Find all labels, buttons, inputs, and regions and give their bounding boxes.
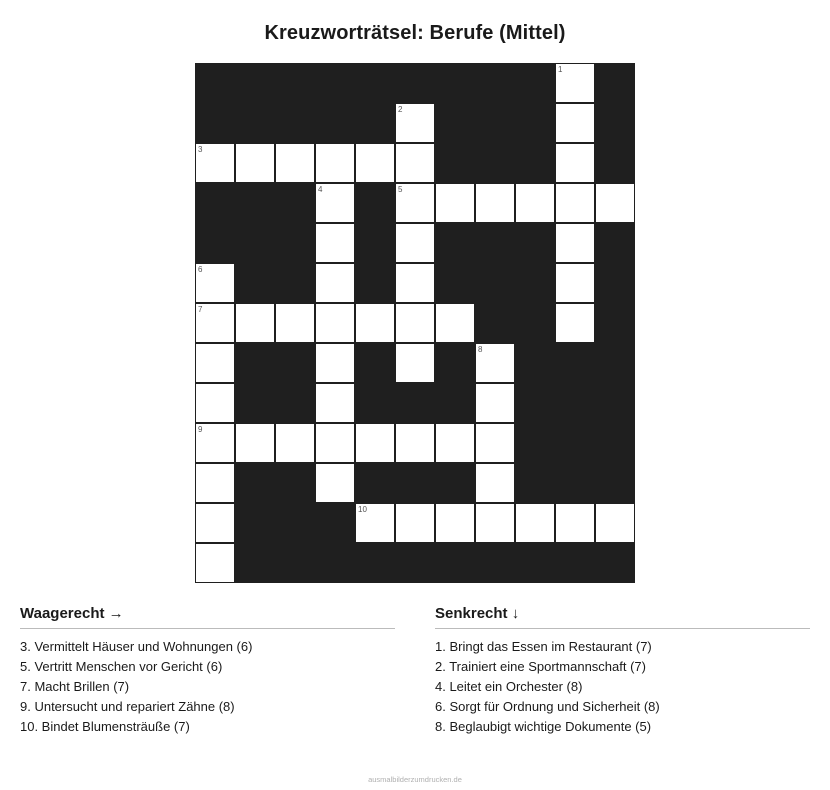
grid-cell-open[interactable] <box>555 63 595 103</box>
grid-cell-blocked <box>435 103 475 143</box>
grid-cell-open[interactable] <box>595 503 635 543</box>
grid-cell-blocked <box>595 223 635 263</box>
grid-cell-blocked <box>315 503 355 543</box>
grid-cell-number: 2 <box>398 105 403 114</box>
grid-cell-blocked <box>595 423 635 463</box>
grid-cell-blocked <box>195 183 235 223</box>
grid-cell-open[interactable] <box>355 423 395 463</box>
across-heading: Waagerecht → <box>20 605 395 629</box>
down-clue-item: 2. Trainiert eine Sportmannschaft (7) <box>435 659 646 674</box>
grid-cell-open[interactable] <box>475 383 515 423</box>
grid-cell-blocked <box>435 263 475 303</box>
grid-cell-blocked <box>595 143 635 183</box>
grid-cell-open[interactable] <box>355 143 395 183</box>
grid-cell-open[interactable] <box>315 423 355 463</box>
grid-cell-blocked <box>515 263 555 303</box>
grid-cell-number: 4 <box>318 185 323 194</box>
across-clue-item: 7. Macht Brillen (7) <box>20 679 130 694</box>
grid-cell-blocked <box>595 303 635 343</box>
grid-cell-blocked <box>595 383 635 423</box>
across-clue-item: 5. Vertritt Menschen vor Gericht (6) <box>20 659 223 674</box>
grid-cell-open[interactable] <box>555 143 595 183</box>
grid-cell-open[interactable] <box>395 303 435 343</box>
grid-cell-blocked <box>235 103 275 143</box>
grid-cell-blocked <box>275 263 315 303</box>
grid-cell-blocked <box>195 103 235 143</box>
down-clue-item: 1. Bringt das Essen im Restaurant (7) <box>435 639 652 654</box>
grid-cell-number: 5 <box>398 185 403 194</box>
grid-cell-open[interactable] <box>395 103 435 143</box>
grid-cell-blocked <box>275 103 315 143</box>
across-clue-item: 9. Untersucht und repariert Zähne (8) <box>20 699 235 714</box>
grid-cell-open[interactable] <box>555 103 595 143</box>
grid-cell-open[interactable] <box>435 503 475 543</box>
grid-cell-blocked <box>515 143 555 183</box>
grid-cell-open[interactable] <box>515 503 555 543</box>
grid-cell-blocked <box>195 223 235 263</box>
grid-cell-open[interactable] <box>195 303 235 343</box>
grid-cell-blocked <box>355 223 395 263</box>
grid-cell-blocked <box>275 383 315 423</box>
grid-cell-blocked <box>275 223 315 263</box>
grid-cell-open[interactable] <box>515 183 555 223</box>
grid-cell-open[interactable] <box>435 303 475 343</box>
grid-cell-blocked <box>235 543 275 583</box>
grid-cell-blocked <box>515 543 555 583</box>
grid-cell-blocked <box>595 103 635 143</box>
grid-cell-open[interactable] <box>315 143 355 183</box>
grid-cell-blocked <box>515 103 555 143</box>
grid-cell-blocked <box>595 343 635 383</box>
grid-cell-open[interactable] <box>195 423 235 463</box>
grid-cell-blocked <box>355 103 395 143</box>
grid-cell-open[interactable] <box>555 503 595 543</box>
grid-cell-open[interactable] <box>435 423 475 463</box>
footer-attribution: ausmalbilderzumdrucken.de <box>368 775 462 784</box>
grid-cell-blocked <box>235 343 275 383</box>
grid-cell-blocked <box>475 223 515 263</box>
grid-cell-blocked <box>435 223 475 263</box>
grid-cell-blocked <box>235 63 275 103</box>
grid-cell-blocked <box>315 63 355 103</box>
grid-cell-blocked <box>475 103 515 143</box>
grid-cell-blocked <box>195 63 235 103</box>
grid-cell-open[interactable] <box>555 263 595 303</box>
grid-cell-open[interactable] <box>275 303 315 343</box>
grid-cell-number: 6 <box>198 265 203 274</box>
grid-cell-open[interactable] <box>195 503 235 543</box>
grid-cell-blocked <box>355 543 395 583</box>
across-clue-list <box>20 637 395 737</box>
grid-cell-blocked <box>395 63 435 103</box>
grid-cell-blocked <box>275 63 315 103</box>
grid-cell-open[interactable] <box>235 423 275 463</box>
grid-cell-blocked <box>235 383 275 423</box>
grid-cell-open[interactable] <box>355 503 395 543</box>
grid-cell-blocked <box>355 63 395 103</box>
grid-cell-blocked <box>275 503 315 543</box>
grid-cell-blocked <box>235 463 275 503</box>
grid-cell-blocked <box>555 543 595 583</box>
grid-cell-blocked <box>355 343 395 383</box>
grid-cell-open[interactable] <box>315 183 355 223</box>
grid-cell-blocked <box>475 143 515 183</box>
grid-cell-open[interactable] <box>275 423 315 463</box>
across-clue-item: 10. Bindet Blumensträuße (7) <box>20 719 190 734</box>
grid-cell-blocked <box>555 383 595 423</box>
down-clue-item: 6. Sorgt für Ordnung und Sicherheit (8) <box>435 699 660 714</box>
grid-cell-open[interactable] <box>195 383 235 423</box>
down-clue-list <box>435 637 810 737</box>
grid-cell-open[interactable] <box>355 303 395 343</box>
grid-cell-blocked <box>475 263 515 303</box>
grid-cell-blocked <box>395 383 435 423</box>
grid-cell-blocked <box>435 543 475 583</box>
grid-cell-number: 1 <box>558 65 563 74</box>
grid-cell-open[interactable] <box>555 303 595 343</box>
grid-cell-number: 3 <box>198 145 203 154</box>
grid-cell-blocked <box>475 303 515 343</box>
across-clue-item: 3. Vermittelt Häuser und Wohnungen (6) <box>20 639 253 654</box>
grid-cell-open[interactable] <box>475 423 515 463</box>
grid-cell-blocked <box>515 463 555 503</box>
grid-cell-open[interactable] <box>195 543 235 583</box>
grid-cell-blocked <box>515 223 555 263</box>
grid-cell-open[interactable] <box>315 383 355 423</box>
grid-cell-open[interactable] <box>195 343 235 383</box>
grid-cell-open[interactable] <box>275 143 315 183</box>
grid-cell-blocked <box>395 543 435 583</box>
grid-cell-blocked <box>595 263 635 303</box>
page-title: Kreuzworträtsel: Berufe (Mittel) <box>264 22 566 44</box>
grid-cell-blocked <box>315 543 355 583</box>
grid-cell-open[interactable] <box>235 303 275 343</box>
grid-cell-number: 9 <box>198 425 203 434</box>
grid-cell-open[interactable] <box>195 463 235 503</box>
grid-cell-blocked <box>435 463 475 503</box>
grid-cell-open[interactable] <box>555 183 595 223</box>
grid-cell-blocked <box>275 183 315 223</box>
grid-cell-open[interactable] <box>315 263 355 303</box>
down-clue-item: 8. Beglaubigt wichtige Dokumente (5) <box>435 719 652 734</box>
grid-cell-blocked <box>515 303 555 343</box>
grid-cell-blocked <box>355 183 395 223</box>
grid-cell-blocked <box>555 423 595 463</box>
grid-cell-blocked <box>435 343 475 383</box>
grid-cell-open[interactable] <box>195 263 235 303</box>
grid-cell-blocked <box>435 143 475 183</box>
grid-cell-open[interactable] <box>315 343 355 383</box>
grid-cell-blocked <box>235 263 275 303</box>
grid-cell-blocked <box>275 543 315 583</box>
clues-section <box>0 605 830 737</box>
grid-cell-blocked <box>595 463 635 503</box>
grid-cell-number: 10 <box>358 505 367 514</box>
grid-cell-blocked <box>435 383 475 423</box>
grid-cell-blocked <box>475 543 515 583</box>
across-clues-column <box>20 605 395 737</box>
grid-cell-blocked <box>555 463 595 503</box>
grid-cell-open[interactable] <box>195 143 235 183</box>
grid-cell-number: 7 <box>198 305 203 314</box>
grid-cell-blocked <box>515 423 555 463</box>
grid-cell-open[interactable] <box>435 183 475 223</box>
grid-cell-open[interactable] <box>395 263 435 303</box>
grid-cell-open[interactable] <box>475 183 515 223</box>
grid-cell-blocked <box>435 63 475 103</box>
grid-cell-blocked <box>595 543 635 583</box>
grid-cell-open[interactable] <box>475 343 515 383</box>
down-heading: Senkrecht ↓ <box>435 605 810 629</box>
grid-cell-blocked <box>275 463 315 503</box>
grid-cell-open[interactable] <box>395 503 435 543</box>
grid-cell-blocked <box>555 343 595 383</box>
grid-cell-open[interactable] <box>315 463 355 503</box>
grid-cell-blocked <box>315 103 355 143</box>
grid-cell-open[interactable] <box>235 143 275 183</box>
grid-cell-open[interactable] <box>475 503 515 543</box>
grid-cell-blocked <box>275 343 315 383</box>
down-clue-item: 4. Leitet ein Orchester (8) <box>435 679 583 694</box>
grid-cell-open[interactable] <box>315 223 355 263</box>
grid-cell-blocked <box>595 63 635 103</box>
grid-cell-open[interactable] <box>315 303 355 343</box>
grid-cell-open[interactable] <box>395 143 435 183</box>
grid-cell-blocked <box>355 463 395 503</box>
grid-cell-open[interactable] <box>395 183 435 223</box>
grid-cell-blocked <box>355 263 395 303</box>
down-clues-column <box>435 605 810 737</box>
grid-cell-open[interactable] <box>475 463 515 503</box>
grid-cell-blocked <box>475 63 515 103</box>
grid-cell-number: 8 <box>478 345 483 354</box>
grid-cell-open[interactable] <box>395 423 435 463</box>
grid-cell-blocked <box>515 343 555 383</box>
grid-cell-blocked <box>395 463 435 503</box>
grid-cell-open[interactable] <box>555 223 595 263</box>
grid-cell-blocked <box>235 183 275 223</box>
grid-cell-blocked <box>235 223 275 263</box>
crossword-grid[interactable] <box>195 63 635 583</box>
grid-cell-blocked <box>515 63 555 103</box>
grid-cell-open[interactable] <box>395 223 435 263</box>
grid-cell-blocked <box>515 383 555 423</box>
grid-cell-open[interactable] <box>595 183 635 223</box>
grid-cell-open[interactable] <box>395 343 435 383</box>
crossword-grid-container <box>0 63 830 583</box>
grid-cell-blocked <box>235 503 275 543</box>
grid-cell-blocked <box>355 383 395 423</box>
